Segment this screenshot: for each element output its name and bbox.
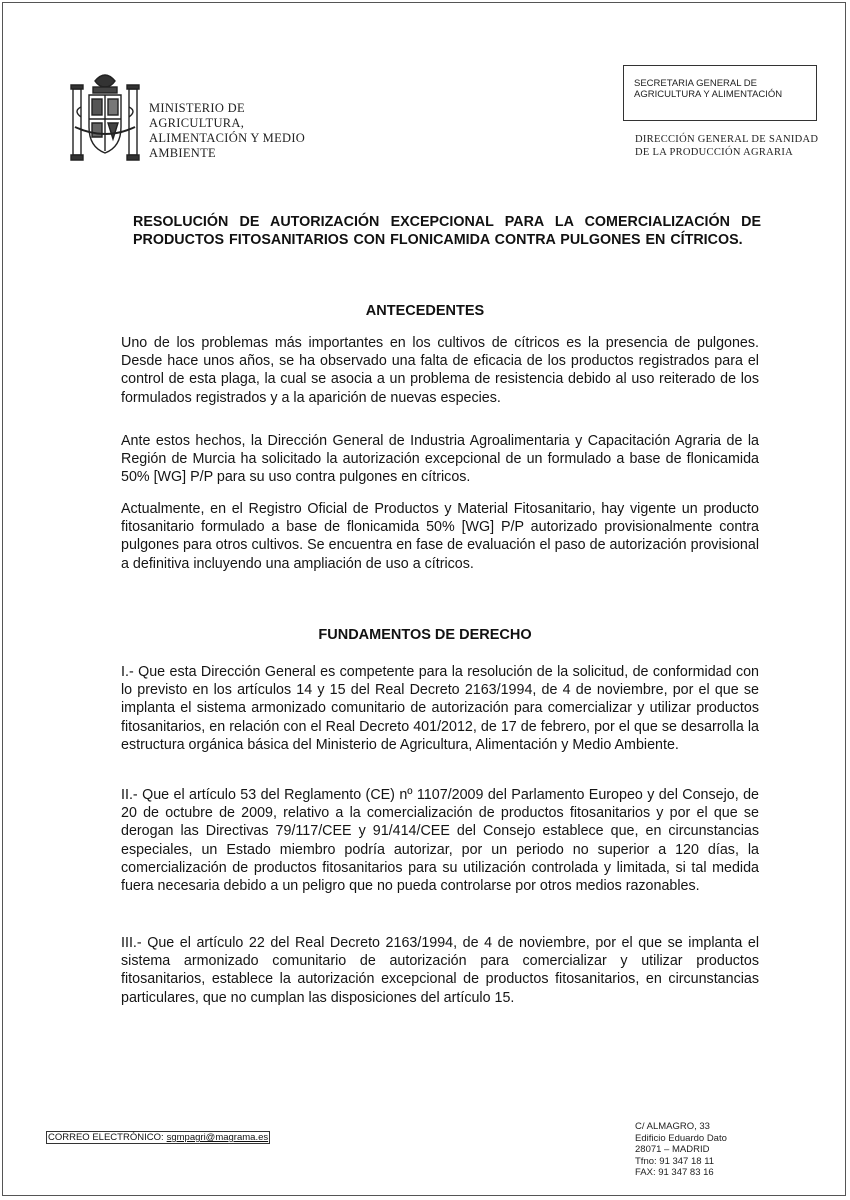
direccion-line: DIRECCIÓN GENERAL DE SANIDAD [635, 134, 819, 145]
ministry-line: AMBIENTE [149, 146, 216, 160]
antecedentes-paragraph: Ante estos hechos, la Dirección General de Industria Agroalimentaria y Capacitación Agraria de la Región de Murcia ha solicitado la autorización excepcional de un formulado a base de flonicamida 50% [WG] P/P para su uso contra pulgones en cítricos. [121, 433, 759, 486]
fundamentos-paragraph: II.- Que el artículo 53 del Reglamento (CE) nº 1107/2009 del Parlamento Europeo y del Consejo, de 20 de octubre de 2009, relativo a la comercialización de productos fitosanitarios y por el que se derogan las Directivas 79/117/CEE y 91/414/CEE del Consejo establece que, en circunstancias especiales, un Estado miembro podría autorizar, por un periodo no superior a 120 días, la comercialización de productos fitosanitarios para su utilización controlada y limitada, si tal medida fuera necesaria debido a un peligro que no pueda controlarse por otros medios razonables. [121, 787, 759, 895]
email-footer [46, 1131, 270, 1144]
coat-of-arms-icon [65, 67, 145, 167]
address-line: Tfno: 91 347 18 11 [635, 1155, 715, 1167]
ministry-name [149, 101, 349, 161]
ministry-line: ALIMENTACIÓN Y MEDIO [149, 131, 306, 145]
email-label: CORREO ELECTRÓNICO: [48, 1132, 164, 1143]
ministry-line: AGRICULTURA, [149, 116, 245, 130]
address-line: C/ ALMAGRO, 33 [635, 1121, 710, 1132]
document-title: RESOLUCIÓN DE AUTORIZACIÓN EXCEPCIONAL PARA LA COMERCIALIZACIÓN DE PRODUCTOS FITOSANITARIOS CON FLONICAMIDA CONTRA PULGONES EN CÍTRICOS. [133, 214, 761, 248]
fundamentos-paragraph: I.- Que esta Dirección General es competente para la resolución de la solicitud, de conformidad con lo previsto en los artículos 14 y 15 del Real Decreto 2163/1994, de 4 de noviembre, por el que se implanta el sistema armonizado comunitario de autorización para comercializar y utilizar productos fitosanitarios, en relación con el Real Decreto 401/2012, de 17 de febrero, por el que se desarrolla la estructura orgánica básica del Ministerio de Agricultura, Alimentación y Medio Ambiente. [121, 664, 759, 753]
fundamentos-paragraph: III.- Que el artículo 22 del Real Decreto 2163/1994, de 4 de noviembre, por el que se implanta el sistema armonizado comunitario de autorización para comercializar y utilizar productos fitosanitarios, establece la autorización excepcional de productos fitosanitarios, en circunstancias particulares, que no cumplan las disposiciones del artículo 15. [121, 935, 759, 1006]
antecedentes-paragraph: Uno de los problemas más importantes en los cultivos de cítricos es la presencia de pulgones. Desde hace unos años, se ha observado una falta de eficacia de los productos registrados para el control de esta plaga, la cual se asocia a un problema de resistencia debido al uso reiterado de los formulados registrados y a la aparición de nuevas especies. [121, 335, 759, 406]
secretaria-box [623, 65, 817, 121]
postal-address [635, 1121, 785, 1179]
document-page [2, 2, 846, 1196]
address-line: Edificio Eduardo Dato [635, 1132, 727, 1144]
ministry-line: MINISTERIO DE [149, 101, 245, 115]
email-address-link[interactable]: sgmpagri@magrama.es [166, 1132, 269, 1143]
secretaria-line: SECRETARIA GENERAL DE [634, 78, 758, 89]
address-line: FAX: 91 347 83 16 [635, 1167, 714, 1179]
address-line: 28071 – MADRID [635, 1144, 710, 1156]
antecedentes-heading: ANTECEDENTES [365, 303, 485, 319]
direccion-line: DE LA PRODUCCIÓN AGRARIA [635, 147, 794, 158]
antecedentes-paragraph: Actualmente, en el Registro Oficial de Productos y Material Fitosanitario, hay vigente un producto fitosanitario formulado a base de flonicamida 50% [WG] P/P autorizado provisionalmente contra pulgones para otros cultivos. Se encuentra en fase de evaluación el paso de autorización provisional a definitiva incluyendo una ampliación de uso a cítricos. [121, 501, 759, 572]
fundamentos-heading: FUNDAMENTOS DE DERECHO [318, 627, 532, 643]
secretaria-line: AGRICULTURA Y ALIMENTACIÓN [634, 89, 783, 100]
direccion-general [635, 133, 835, 159]
